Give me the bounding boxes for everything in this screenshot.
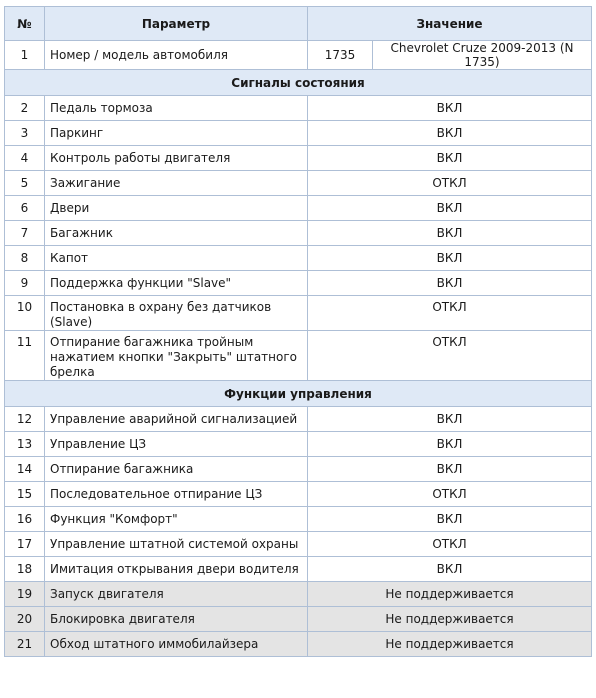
row-num: 20 [5, 607, 45, 632]
row-num: 6 [5, 196, 45, 221]
table-row-unsupported [5, 582, 592, 607]
table-row [5, 221, 592, 246]
row-num: 11 [5, 331, 45, 381]
row-value: ВКЛ [308, 457, 592, 482]
row-value: ВКЛ [308, 557, 592, 582]
row-value: ВКЛ [308, 432, 592, 457]
row-num: 15 [5, 482, 45, 507]
table-row [5, 41, 592, 70]
row-label: Постановка в охрану без датчиков (Slave) [45, 296, 308, 331]
row-label: Отпирание багажника [45, 457, 308, 482]
row-label: Управление ЦЗ [45, 432, 308, 457]
table-row [5, 407, 592, 432]
row-value: Не поддерживается [308, 632, 592, 657]
row-value: Не поддерживается [308, 607, 592, 632]
header-num: № [5, 7, 45, 41]
row-num: 17 [5, 532, 45, 557]
table-row [5, 557, 592, 582]
row-num: 10 [5, 296, 45, 331]
row-label: Блокировка двигателя [45, 607, 308, 632]
table-row [5, 246, 592, 271]
header-value: Значение [308, 7, 592, 41]
row-label: Контроль работы двигателя [45, 146, 308, 171]
row-label: Зажигание [45, 171, 308, 196]
row-num: 5 [5, 171, 45, 196]
row-label: Педаль тормоза [45, 96, 308, 121]
row-num: 13 [5, 432, 45, 457]
row-num: 19 [5, 582, 45, 607]
row-label: Обход штатного иммобилайзера [45, 632, 308, 657]
header-param: Параметр [45, 7, 308, 41]
row-num: 14 [5, 457, 45, 482]
table-row [5, 432, 592, 457]
row-num: 16 [5, 507, 45, 532]
table-row [5, 271, 592, 296]
table-row [5, 457, 592, 482]
row-label: Паркинг [45, 121, 308, 146]
row-value: Не поддерживается [308, 582, 592, 607]
table-row [5, 171, 592, 196]
row-label: Функция "Комфорт" [45, 507, 308, 532]
row-value: ВКЛ [308, 121, 592, 146]
table-row [5, 331, 592, 381]
row-value: ОТКЛ [308, 482, 592, 507]
table-row [5, 532, 592, 557]
row-num: 21 [5, 632, 45, 657]
table-row [5, 482, 592, 507]
row-num: 18 [5, 557, 45, 582]
row-value: ВКЛ [308, 271, 592, 296]
row-value: ВКЛ [308, 507, 592, 532]
header-row [5, 7, 592, 41]
table-row-unsupported [5, 607, 592, 632]
row-value: ОТКЛ [308, 296, 592, 331]
row-label: Управление штатной системой охраны [45, 532, 308, 557]
model-name: Chevrolet Cruze 2009-2013 (N 1735) [373, 41, 592, 70]
row-label: Поддержка функции "Slave" [45, 271, 308, 296]
section-row [5, 381, 592, 407]
table-row [5, 296, 592, 331]
row-value: ВКЛ [308, 196, 592, 221]
table-row [5, 196, 592, 221]
table-row [5, 507, 592, 532]
row-num: 12 [5, 407, 45, 432]
table-row [5, 146, 592, 171]
row-num: 3 [5, 121, 45, 146]
row-value: ВКЛ [308, 246, 592, 271]
row-num: 2 [5, 96, 45, 121]
row-value: ВКЛ [308, 96, 592, 121]
settings-table [4, 6, 592, 657]
row-label: Управление аварийной сигнализацией [45, 407, 308, 432]
row-num: 7 [5, 221, 45, 246]
table-row [5, 121, 592, 146]
row-label: Последовательное отпирание ЦЗ [45, 482, 308, 507]
row-num: 8 [5, 246, 45, 271]
section-title-signals: Сигналы состояния [5, 70, 592, 96]
row-label: Отпирание багажника тройным нажатием кнопки "Закрыть" штатного брелка [45, 331, 308, 381]
row-value: ОТКЛ [308, 532, 592, 557]
row-num: 1 [5, 41, 45, 70]
row-label: Двери [45, 196, 308, 221]
row-value: ВКЛ [308, 221, 592, 246]
row-label: Капот [45, 246, 308, 271]
row-num: 4 [5, 146, 45, 171]
row-num: 9 [5, 271, 45, 296]
section-title-functions: Функции управления [5, 381, 592, 407]
row-value: ВКЛ [308, 146, 592, 171]
row-label: Багажник [45, 221, 308, 246]
row-value: ВКЛ [308, 407, 592, 432]
table-row-unsupported [5, 632, 592, 657]
row-label: Имитация открывания двери водителя [45, 557, 308, 582]
row-label: Запуск двигателя [45, 582, 308, 607]
row-label: Номер / модель автомобиля [45, 41, 308, 70]
model-code: 1735 [308, 41, 373, 70]
section-row [5, 70, 592, 96]
row-value: ОТКЛ [308, 331, 592, 381]
table-row [5, 96, 592, 121]
row-value: ОТКЛ [308, 171, 592, 196]
